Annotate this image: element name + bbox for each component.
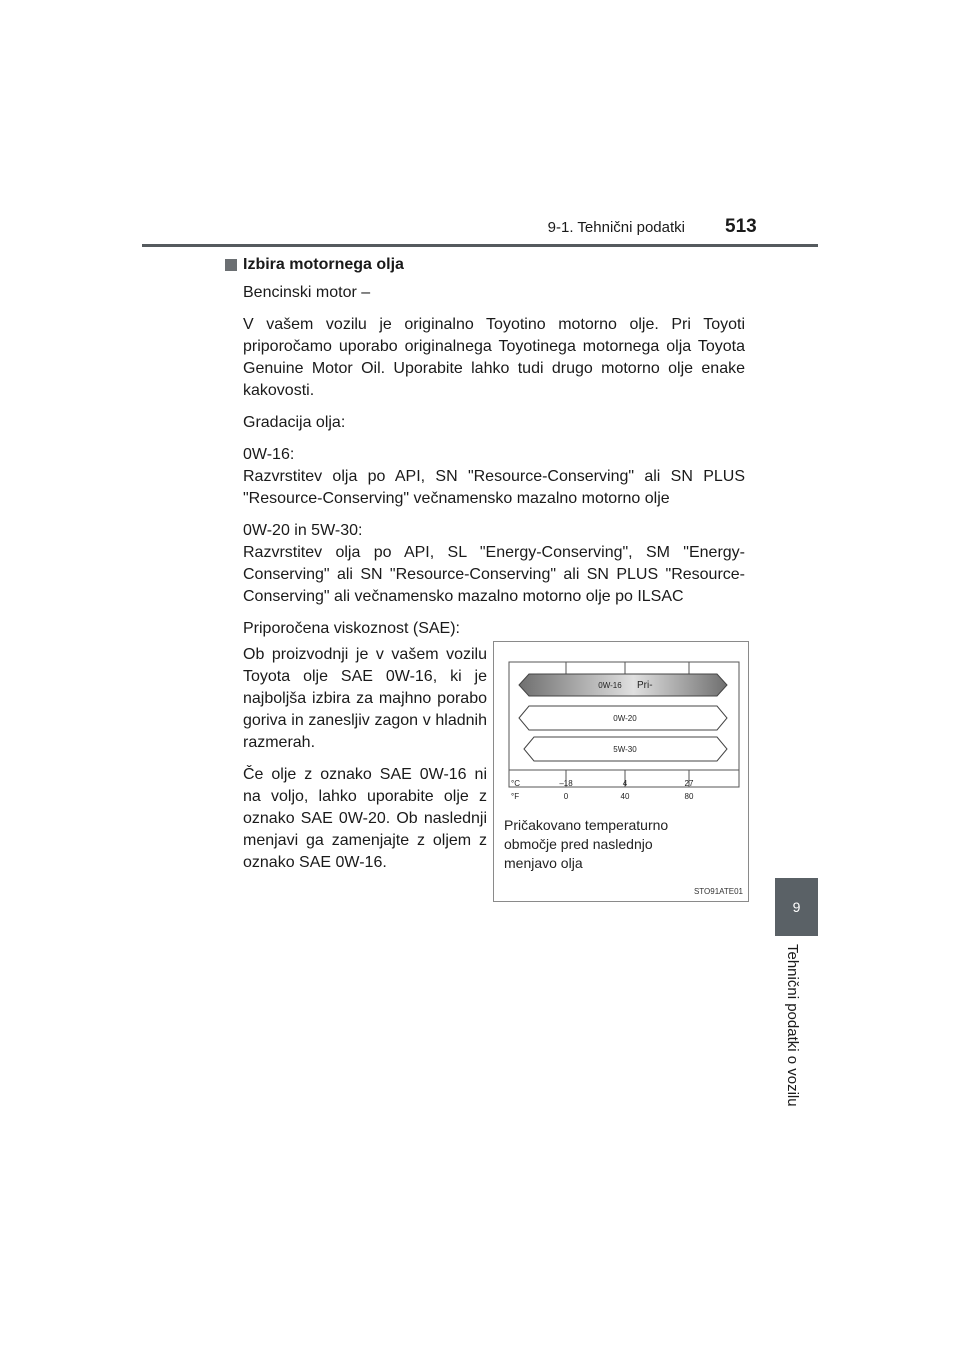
fahrenheit-tick: 0 bbox=[563, 792, 569, 801]
viscosity-range-label: 0W-16 bbox=[598, 681, 622, 690]
celsius-unit: °C bbox=[511, 779, 520, 788]
viscosity-range-bar bbox=[519, 674, 727, 696]
section-heading bbox=[225, 254, 745, 276]
celsius-tick: –18 bbox=[559, 779, 573, 788]
fahrenheit-unit: °F bbox=[511, 792, 520, 801]
caption-line: Pričakovano temperaturno bbox=[504, 817, 669, 833]
oil-recommendation: V vašem vozilu je originalno Toyotino motorno olje. Pri Toyoti priporočamo uporabo originalnega Toyotinega motornega olja Toyota Genuine Motor Oil. Uporabite lahko tudi drugo motorno olje enake kakovosti. bbox=[243, 316, 745, 399]
header-section-title: 9-1. Tehnični podatki bbox=[547, 219, 685, 236]
section-title: Izbira motornega olja bbox=[243, 256, 404, 273]
main-content bbox=[225, 254, 745, 650]
celsius-tick: 4 bbox=[622, 779, 628, 788]
viscosity-notes bbox=[243, 644, 487, 884]
grade-0w20-label: 0W-20 in 5W-30: bbox=[243, 522, 363, 539]
viscosity-label: Priporočena viskoznost (SAE): bbox=[243, 620, 460, 637]
viscosity-range-label: 0W-20 bbox=[613, 714, 637, 723]
header-divider bbox=[142, 244, 818, 247]
square-bullet-icon bbox=[225, 259, 237, 271]
celsius-tick: 27 bbox=[684, 779, 694, 788]
caption-line: območje pred naslednjo bbox=[504, 836, 653, 852]
grade-0w16-label: 0W-16: bbox=[243, 446, 295, 463]
chapter-number: 9 bbox=[792, 899, 801, 915]
chapter-tab bbox=[775, 878, 818, 936]
viscosity-figure bbox=[493, 641, 749, 902]
chart-bars bbox=[519, 674, 727, 761]
fahrenheit-axis bbox=[511, 792, 694, 801]
grade-0w16-text: Razvrstitev olja po API, SN "Resource-Conserving" ali SN PLUS "Resource-Conserving" večnamensko mazalno motorno olje bbox=[243, 468, 745, 507]
grade-0w20-text: Razvrstitev olja po API, SL "Energy-Conserving", SM "Energy-Conserving" ali SN "Resource-Conserving" ali SN PLUS "Resource-Conserving" ali večnamensko mazalno motorno olje po ILSAC bbox=[243, 544, 745, 605]
oil-grade-label: Gradacija olja: bbox=[243, 414, 346, 431]
figure-caption bbox=[504, 816, 668, 873]
fahrenheit-tick: 80 bbox=[684, 792, 694, 801]
alternative-oil-note: Če olje z oznako SAE 0W-16 ni na voljo, lahko uporabite olje z oznako SAE 0W-20. Ob naslednji menjavi ga zamenjajte z oljem z oznako SAE 0W-16. bbox=[243, 766, 487, 871]
fahrenheit-tick: 40 bbox=[620, 792, 630, 801]
engine-type: Bencinski motor – bbox=[243, 284, 371, 301]
figure-code: STO91ATE01 bbox=[693, 887, 743, 896]
viscosity-range-label: 5W-30 bbox=[613, 745, 637, 754]
factory-oil-note: Ob proizvodnji je v vašem vozilu Toyota olje SAE 0W-16, ki je najboljša izbira za majhno porabo goriva in zanesljiv zagon v hladnih razmerah. bbox=[243, 646, 487, 751]
caption-line: menjavo olja bbox=[504, 855, 583, 871]
page-number: 513 bbox=[725, 216, 757, 237]
viscosity-chart bbox=[494, 642, 750, 812]
viscosity-range-tag: Pri- bbox=[637, 680, 653, 691]
chapter-label: Tehnični podatki o vozilu bbox=[784, 944, 801, 1107]
